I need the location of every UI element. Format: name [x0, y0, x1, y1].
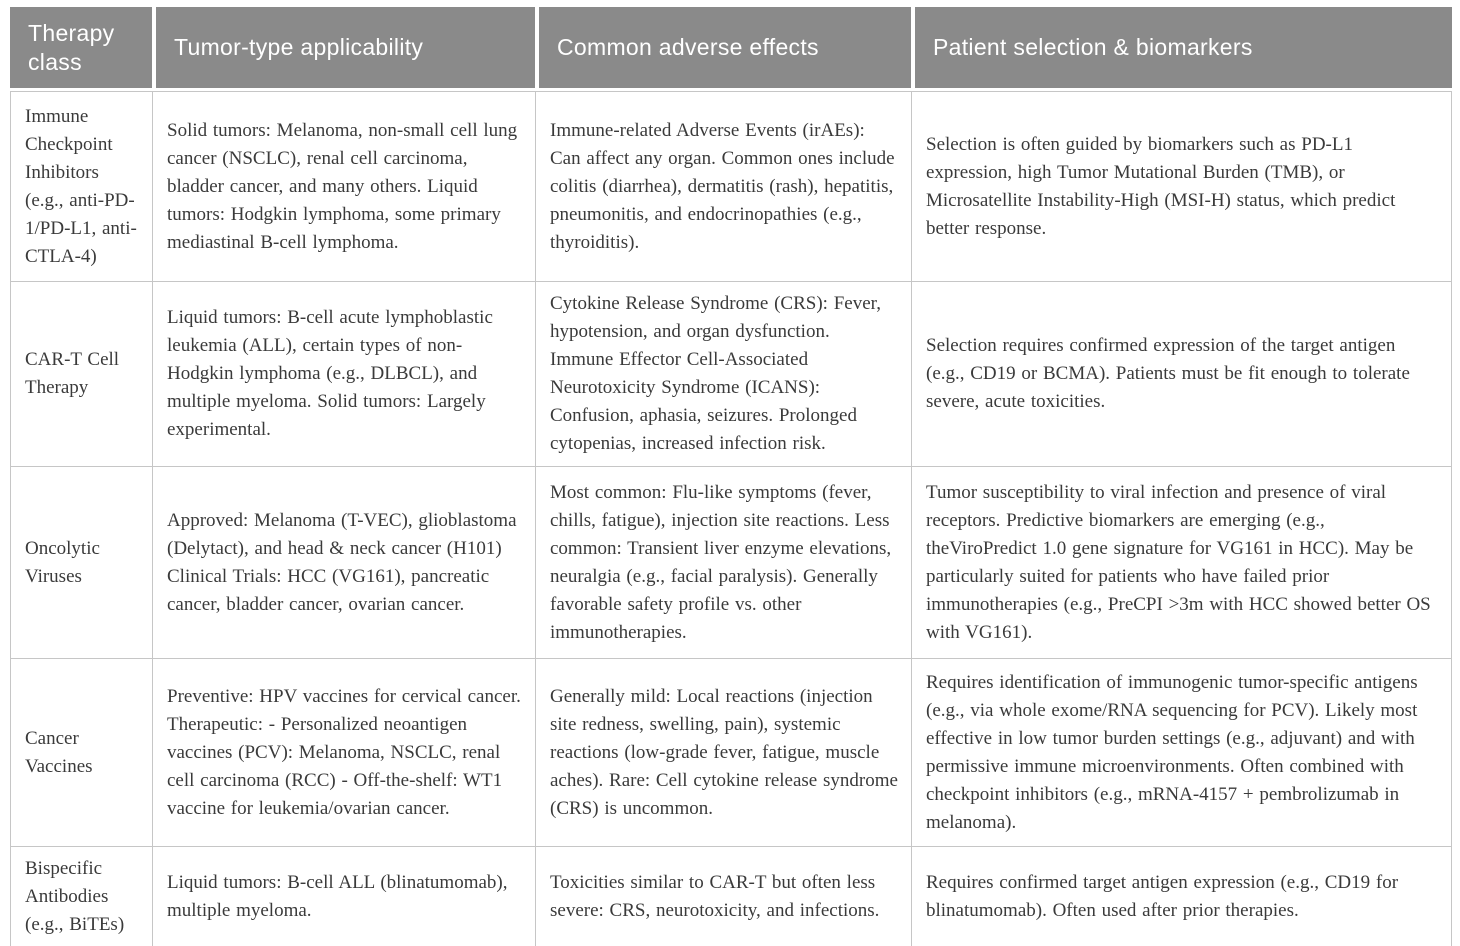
cell-patient-selection-biomarkers: Tumor susceptibility to viral infection and presence of viral receptors. Predictive biomarkers are emerging (e.g., theViroPredict 1.0 gene signature for VG161 in HCC). May be particularly suited for patients who have failed prior immunotherapies (e.g., PreCPI >3m with HCC showed better OS with VG161).	[911, 467, 1452, 659]
table-row-bispecific-antibodies	[10, 847, 1452, 946]
table-row-car-t-cell-therapy	[10, 282, 1452, 467]
cell-patient-selection-biomarkers: Selection requires confirmed expression of the target antigen (e.g., CD19 or BCMA). Patients must be fit enough to tolerate severe, acute toxicities.	[911, 282, 1452, 467]
table-row-immune-checkpoint-inhibitors	[10, 92, 1452, 282]
cell-common-adverse-effects: Cytokine Release Syndrome (CRS): Fever, hypotension, and organ dysfunction. Immune Effector Cell-Associated Neurotoxicity Syndrome (ICANS): Confusion, aphasia, seizures. Prolonged cytopenias, increased infection risk.	[535, 282, 911, 467]
cell-therapy-class: Bispecific Antibodies (e.g., BiTEs)	[10, 847, 152, 946]
column-header-common-adverse-effects: Common adverse effects	[535, 7, 911, 88]
cell-therapy-class: CAR-T Cell Therapy	[10, 282, 152, 467]
cell-patient-selection-biomarkers: Requires confirmed target antigen expression (e.g., CD19 for blinatumomab). Often used after prior therapies.	[911, 847, 1452, 946]
column-header-patient-selection-biomarkers: Patient selection & biomarkers	[911, 7, 1452, 88]
cell-common-adverse-effects: Generally mild: Local reactions (injection site redness, swelling, pain), systemic reactions (low-grade fever, fatigue, muscle aches). Rare: Cell cytokine release syndrome (CRS) is uncommon.	[535, 659, 911, 847]
table-row-cancer-vaccines	[10, 659, 1452, 847]
cell-common-adverse-effects: Most common: Flu-like symptoms (fever, chills, fatigue), injection site reactions. Less common: Transient liver enzyme elevations, neuralgia (e.g., facial paralysis). Generally favorable safety profile vs. other immunotherapies.	[535, 467, 911, 659]
therapy-comparison-table	[10, 7, 1452, 946]
cell-therapy-class: Oncolytic Viruses	[10, 467, 152, 659]
cell-tumor-type-applicability: Solid tumors: Melanoma, non-small cell lung cancer (NSCLC), renal cell carcinoma, bladder cancer, and many others. Liquid tumors: Hodgkin lymphoma, some primary mediastinal B-cell lymphoma.	[152, 92, 535, 282]
cell-tumor-type-applicability: Liquid tumors: B-cell ALL (blinatumomab), multiple myeloma.	[152, 847, 535, 946]
table-header-row	[10, 7, 1452, 88]
cell-patient-selection-biomarkers: Requires identification of immunogenic tumor-specific antigens (e.g., via whole exome/RNA sequencing for PCV). Likely most effective in low tumor burden settings (e.g., adjuvant) and with permissive immune microenvironments. Often combined with checkpoint inhibitors (e.g., mRNA-4157 + pembrolizumab in melanoma).	[911, 659, 1452, 847]
column-header-tumor-type-applicability: Tumor-type applicability	[152, 7, 535, 88]
table-body	[10, 91, 1452, 946]
cell-tumor-type-applicability: Liquid tumors: B-cell acute lymphoblastic leukemia (ALL), certain types of non-Hodgkin lymphoma (e.g., DLBCL), and multiple myeloma. Solid tumors: Largely experimental.	[152, 282, 535, 467]
table-row-oncolytic-viruses	[10, 467, 1452, 659]
cell-common-adverse-effects: Immune-related Adverse Events (irAEs): Can affect any organ. Common ones include colitis (diarrhea), dermatitis (rash), hepatitis, pneumonitis, and endocrinopathies (e.g., thyroiditis).	[535, 92, 911, 282]
cell-common-adverse-effects: Toxicities similar to CAR-T but often less severe: CRS, neurotoxicity, and infections.	[535, 847, 911, 946]
cell-therapy-class: Cancer Vaccines	[10, 659, 152, 847]
cell-tumor-type-applicability: Preventive: HPV vaccines for cervical cancer. Therapeutic: - Personalized neoantigen vaccines (PCV): Melanoma, NSCLC, renal cell carcinoma (RCC) - Off-the-shelf: WT1 vaccine for leukemia/ovarian cancer.	[152, 659, 535, 847]
cell-therapy-class: Immune Checkpoint Inhibitors (e.g., anti-PD-1/PD-L1, anti-CTLA-4)	[10, 92, 152, 282]
cell-patient-selection-biomarkers: Selection is often guided by biomarkers such as PD-L1 expression, high Tumor Mutational Burden (TMB), or Microsatellite Instability-High (MSI-H) status, which predict better response.	[911, 92, 1452, 282]
cell-tumor-type-applicability: Approved: Melanoma (T-VEC), glioblastoma (Delytact), and head & neck cancer (H101) Clinical Trials: HCC (VG161), pancreatic cancer, bladder cancer, ovarian cancer.	[152, 467, 535, 659]
column-header-therapy-class: Therapy class	[10, 7, 152, 88]
